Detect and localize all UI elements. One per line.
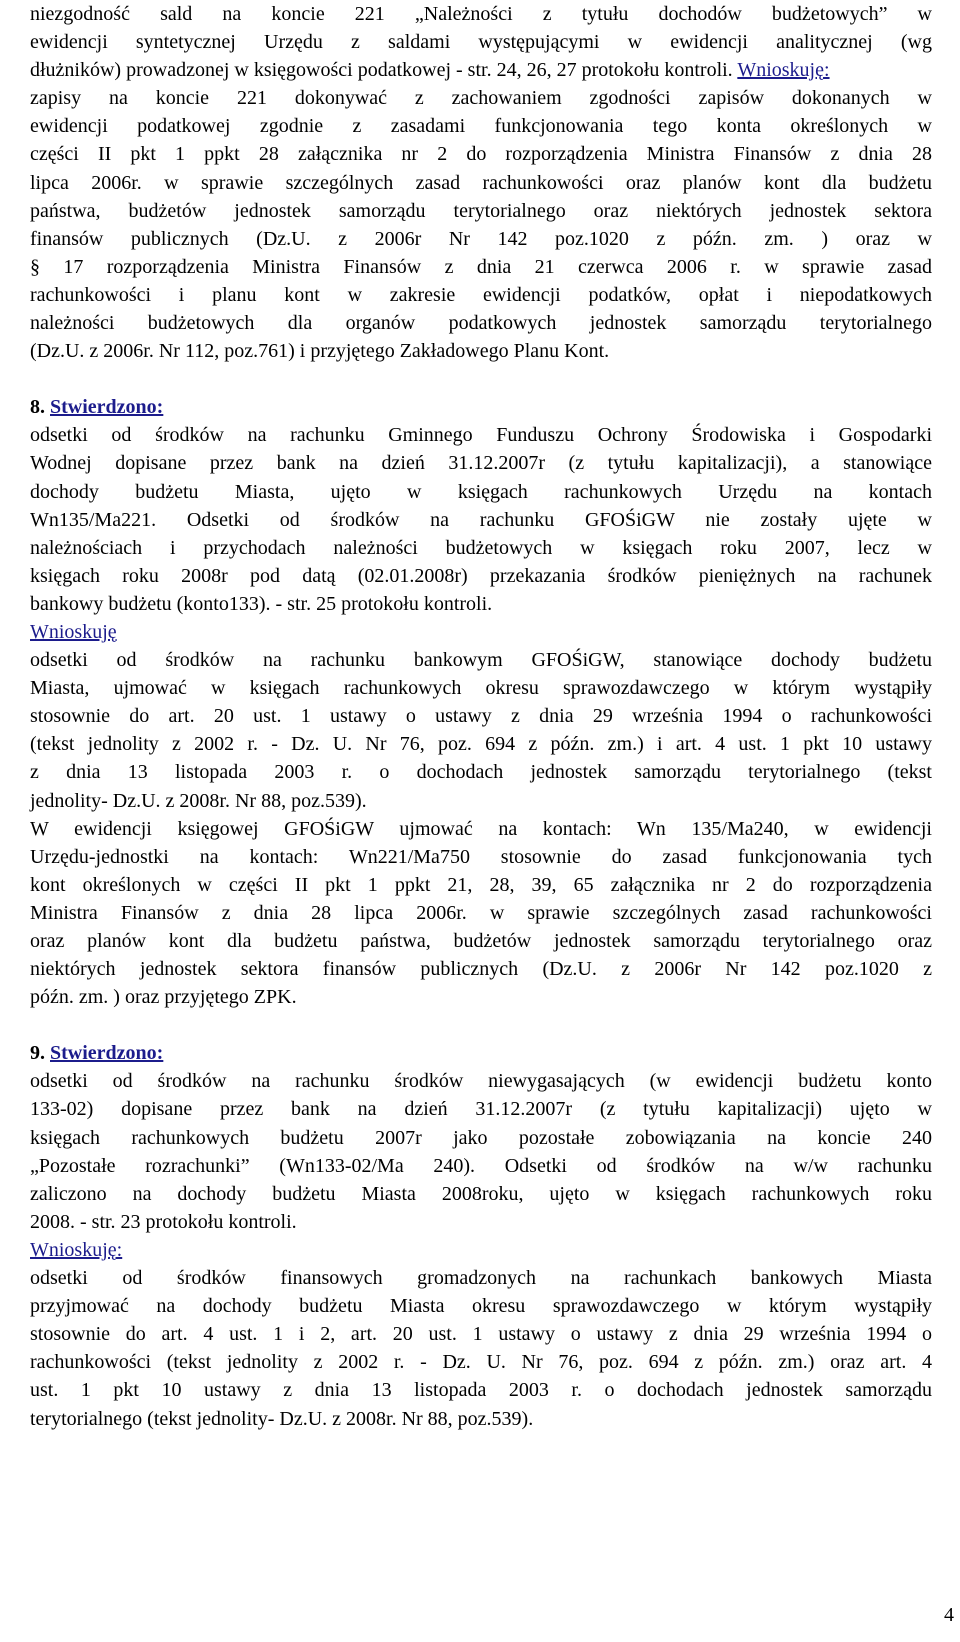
text-line: odsetki od środków na rachunku bankowym GFOŚiGW, stanowiące dochody budżetu [30,649,932,672]
page-number: 4 [944,1604,954,1626]
section-title: Stwierdzono: [50,1042,164,1065]
text-line: 2008. - str. 23 protokołu kontroli. [30,1210,297,1233]
text-line: finansów publicznych (Dz.U. z 2006r Nr 142 poz.1020 z późn. zm. ) oraz w [30,227,932,250]
wnioskuje-line [30,1236,932,1264]
document-page [30,0,932,1433]
text-line [30,56,932,84]
text-line: kont określonych w części II pkt 1 ppkt 21, 28, 39, 65 załącznika nr 2 do rozporządzenia [30,873,932,896]
text-line: Wodnej dopisane przez bank na dzień 31.12.2007r (z tytułu kapitalizacji), a stanowiące [30,452,932,475]
spacer [30,1011,932,1039]
section-number: 8. [30,396,45,419]
wnioskuje-heading: Wnioskuję: [30,1238,123,1261]
text-line: (Dz.U. z 2006r. Nr 112, poz.761) i przyjętego Zakładowego Planu Kont. [30,340,610,363]
wnioskuje-line [30,618,932,646]
text-line: przyjmować na dochody budżetu Miasta okresu sprawozdawczego w którym wystąpiły [30,1295,932,1318]
text-line: stosownie do art. 4 ust. 1 i 2, art. 20 ust. 1 ustawy o ustawy z dnia 29 września 1994 o [30,1323,932,1346]
text-line: oraz planów kont dla budżetu państwa, budżetów jednostek samorządu terytorialnego oraz [30,930,932,952]
text-line: Urzędu-jednostki na kontach: Wn221/Ma750 stosownie do zasad funkcjonowania tych [30,845,932,868]
text-line: Wn135/Ma221. Odsetki od środków na rachunku GFOŚiGW nie zostały ujęte w [30,508,932,531]
text-line: należności budżetowych dla organów podatkowych jednostek samorządu terytorialnego [30,312,932,335]
section-9-heading [30,1039,932,1067]
text-line: lipca 2006r. w sprawie szczególnych zasad rachunkowości oraz planów kont dla budżetu [30,171,932,194]
text-line: odsetki od środków finansowych gromadzonych na rachunkach bankowych Miasta [30,1267,932,1290]
text-line: ust. 1 pkt 10 ustawy z dnia 13 listopada 2003 r. o dochodach jednostek samorządu [30,1379,932,1402]
text-line: 133-02) dopisane przez bank na dzień 31.12.2007r (z tytułu kapitalizacji) ujęto w [30,1098,932,1121]
text-line: z dnia 13 listopada 2003 r. o dochodach jednostek samorządu terytorialnego (tekst [30,761,932,784]
text-line: (tekst jednolity z 2002 r. - Dz. U. Nr 76, poz. 694 z późn. zm.) i art. 4 ust. 1 pkt 10 ustawy [30,733,932,756]
paragraph-intro [30,0,932,84]
text-line: ewidencji podatkowej zgodnie z zasadami funkcjonowania tego konta określonych w [30,115,932,138]
text-line: późn. zm. ) oraz przyjętego ZPK. [30,986,297,1009]
wnioskuje-heading: Wnioskuję: [737,59,830,82]
paragraph-recommendation-1 [30,84,932,365]
text-line: § 17 rozporządzenia Ministra Finansów z dnia 21 czerwca 2006 r. w sprawie zasad [30,255,932,278]
text-line: odsetki od środków na rachunku Gminnego Funduszu Ochrony Środowiska i Gospodarki [30,424,932,447]
section-number: 9. [30,1042,45,1065]
spacer [30,365,932,393]
text-line: terytorialnego (tekst jednolity- Dz.U. z 2008r. Nr 88, poz.539). [30,1407,534,1430]
text-line: części II pkt 1 ppkt 28 załącznika nr 2 do rozporządzenia Ministra Finansów z dnia 28 [30,143,932,166]
text-line: „Pozostałe rozrachunki” (Wn133-02/Ma 240). Odsetki od środków na w/w rachunku [30,1154,932,1177]
text-line: Ministra Finansów z dnia 28 lipca 2006r. w sprawie szczególnych zasad rachunkowości [30,901,932,924]
text-line: bankowy budżetu (konto133). - str. 25 protokołu kontroli. [30,592,493,615]
section-title: Stwierdzono: [50,396,164,419]
paragraph-recommendation-9 [30,1264,932,1433]
text-line: zaliczono na dochody budżetu Miasta 2008roku, ujęto w księgach rachunkowych roku [30,1182,932,1205]
text-line: należnościach i przychodach należności budżetowych w księgach roku 2007, lecz w [30,536,932,559]
text-line: państwa, budżetów jednostek samorządu terytorialnego oraz niektórych jednostek sektora [30,199,932,222]
paragraph-finding-8 [30,421,932,618]
text-line: niektórych jednostek sektora finansów publicznych (Dz.U. z 2006r Nr 142 poz.1020 z [30,958,932,981]
paragraph-recommendation-8 [30,646,932,1011]
wnioskuje-heading: Wnioskuję [30,620,117,643]
text-line: zapisy na koncie 221 dokonywać z zachowaniem zgodności zapisów dokonanych w [30,87,932,110]
text-line: rachunkowości i planu kont w zakresie ewidencji podatków, opłat i niepodatkowych [30,283,932,306]
text-line: odsetki od środków na rachunku środków niewygasających (w ewidencji budżetu konto [30,1070,932,1093]
text-line: W ewidencji księgowej GFOŚiGW ujmować na kontach: Wn 135/Ma240, w ewidencji [30,817,932,840]
section-8-heading [30,393,932,421]
text-line: stosownie do art. 20 ust. 1 ustawy o ustawy z dnia 29 września 1994 o rachunkowości [30,705,932,728]
text-line: księgach rachunkowych budżetu 2007r jako pozostałe zobowiązania na koncie 240 [30,1126,932,1149]
text-line: niezgodność sald na koncie 221 „Należności z tytułu dochodów budżetowych” w [30,3,932,25]
text-line: ewidencji syntetycznej Urzędu z saldami występującymi w ewidencji analitycznej (wg [30,31,932,54]
text-line: księgach roku 2008r pod datą (02.01.2008r) przekazania środków pieniężnych na rachunek [30,564,932,587]
paragraph-finding-9 [30,1067,932,1236]
text-line: rachunkowości (tekst jednolity z 2002 r. - Dz. U. Nr 76, poz. 694 z późn. zm.) oraz art. 4 [30,1351,932,1374]
text-line: dochody budżetu Miasta, ujęto w księgach rachunkowych Urzędu na kontach [30,480,932,503]
text-line: Miasta, ujmować w księgach rachunkowych okresu sprawozdawczego w którym wystąpiły [30,677,932,700]
text-line: jednolity- Dz.U. z 2008r. Nr 88, poz.539). [30,789,367,812]
text-line-content: dłużników) prowadzonej w księgowości podatkowej - str. 24, 26, 27 protokołu kontroli. [30,59,733,82]
